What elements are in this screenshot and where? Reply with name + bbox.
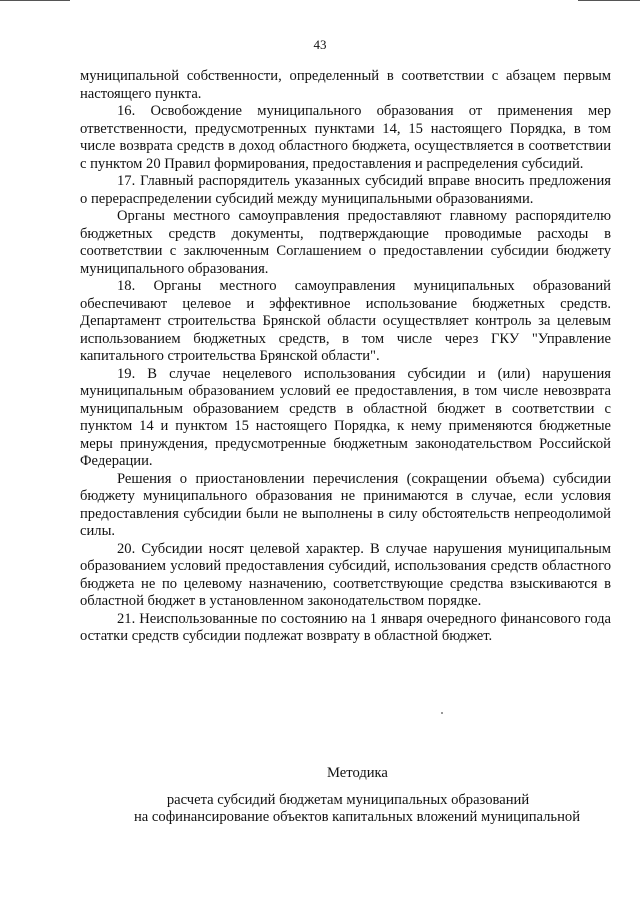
paragraph-19-decisions: Решения о приостановлении перечисления (сокращении объема) субсидии бюджету муниципального образования не принимаются в случае, если условия предоставления субсидии были не выполнены в силу обстоятельств непреодолимой силы.	[80, 470, 611, 539]
paragraph-continuation: муниципальной собственности, определенный в соответствии с абзацем первым настоящего пункта.	[80, 68, 611, 102]
methodology-subtitle-line-2: на софинансирование объектов капитальных вложений муниципальной	[133, 809, 580, 825]
paragraph-21: 21. Неиспользованные по состоянию на 1 января очередного финансового года остатки средств субсидии подлежат возврату в областной бюджет.	[80, 610, 611, 644]
methodology-heading: Методика	[327, 765, 388, 781]
paragraph-19: 19. В случае нецелевого использования субсидии и (или) нарушения муниципальным образованием условий ее предоставления, в том числе невозврата муниципальным образованием средств в областной бюджет в соответствии с пунктом 14 и пунктом 15 настоящего Порядка, к нему применяются бюджетные меры принуждения, предусмотренные бюджетным законодательством Российской Федерации.	[80, 365, 611, 469]
scan-speck	[441, 712, 443, 714]
methodology-subtitle-line-1: расчета субсидий бюджетам муниципальных образований	[166, 791, 530, 808]
paragraph-16: 16. Освобождение муниципального образования от применения мер ответственности, предусмотренных пунктами 14, 15 настоящего Порядка, в том числе возврата средств в доход областного бюджета, осуществляется в соответствии с пунктом 20 Правил формирования, предоставления и распределения субсидий.	[80, 103, 611, 172]
paragraph-17: 17. Главный распорядитель указанных субсидий вправе вносить предложения о перераспределении субсидий между муниципальными образованиями.	[80, 173, 611, 207]
page-number: 43	[313, 37, 327, 52]
paragraph-17-documents: Органы местного самоуправления предоставляют главному распорядителю бюджетных средств документы, подтверждающие проводимые расходы в соответствии с заключенным Соглашением о предоставлении субсидии бюджету муниципального образования.	[80, 208, 611, 277]
scan-edge-mark-left	[0, 0, 70, 1]
scan-edge-mark-right	[578, 0, 640, 1]
paragraph-18: 18. Органы местного самоуправления муниципальных образований обеспечивают целевое и эффективное использование бюджетных средств. Департамент строительства Брянской области осуществляет контроль за целевым использованием бюджетных средств, в том числе через ГКУ "Управление капитального строительства Брянской области".	[80, 278, 611, 364]
document-body	[80, 68, 611, 646]
paragraph-20: 20. Субсидии носят целевой характер. В случае нарушения муниципальным образованием условий предоставления субсидий, использования средств областного бюджета не по целевому назначению, соответствующие средства взыскиваются в областной бюджет в установленном законодательством порядке.	[80, 540, 611, 609]
methodology-title-block	[0, 765, 640, 827]
